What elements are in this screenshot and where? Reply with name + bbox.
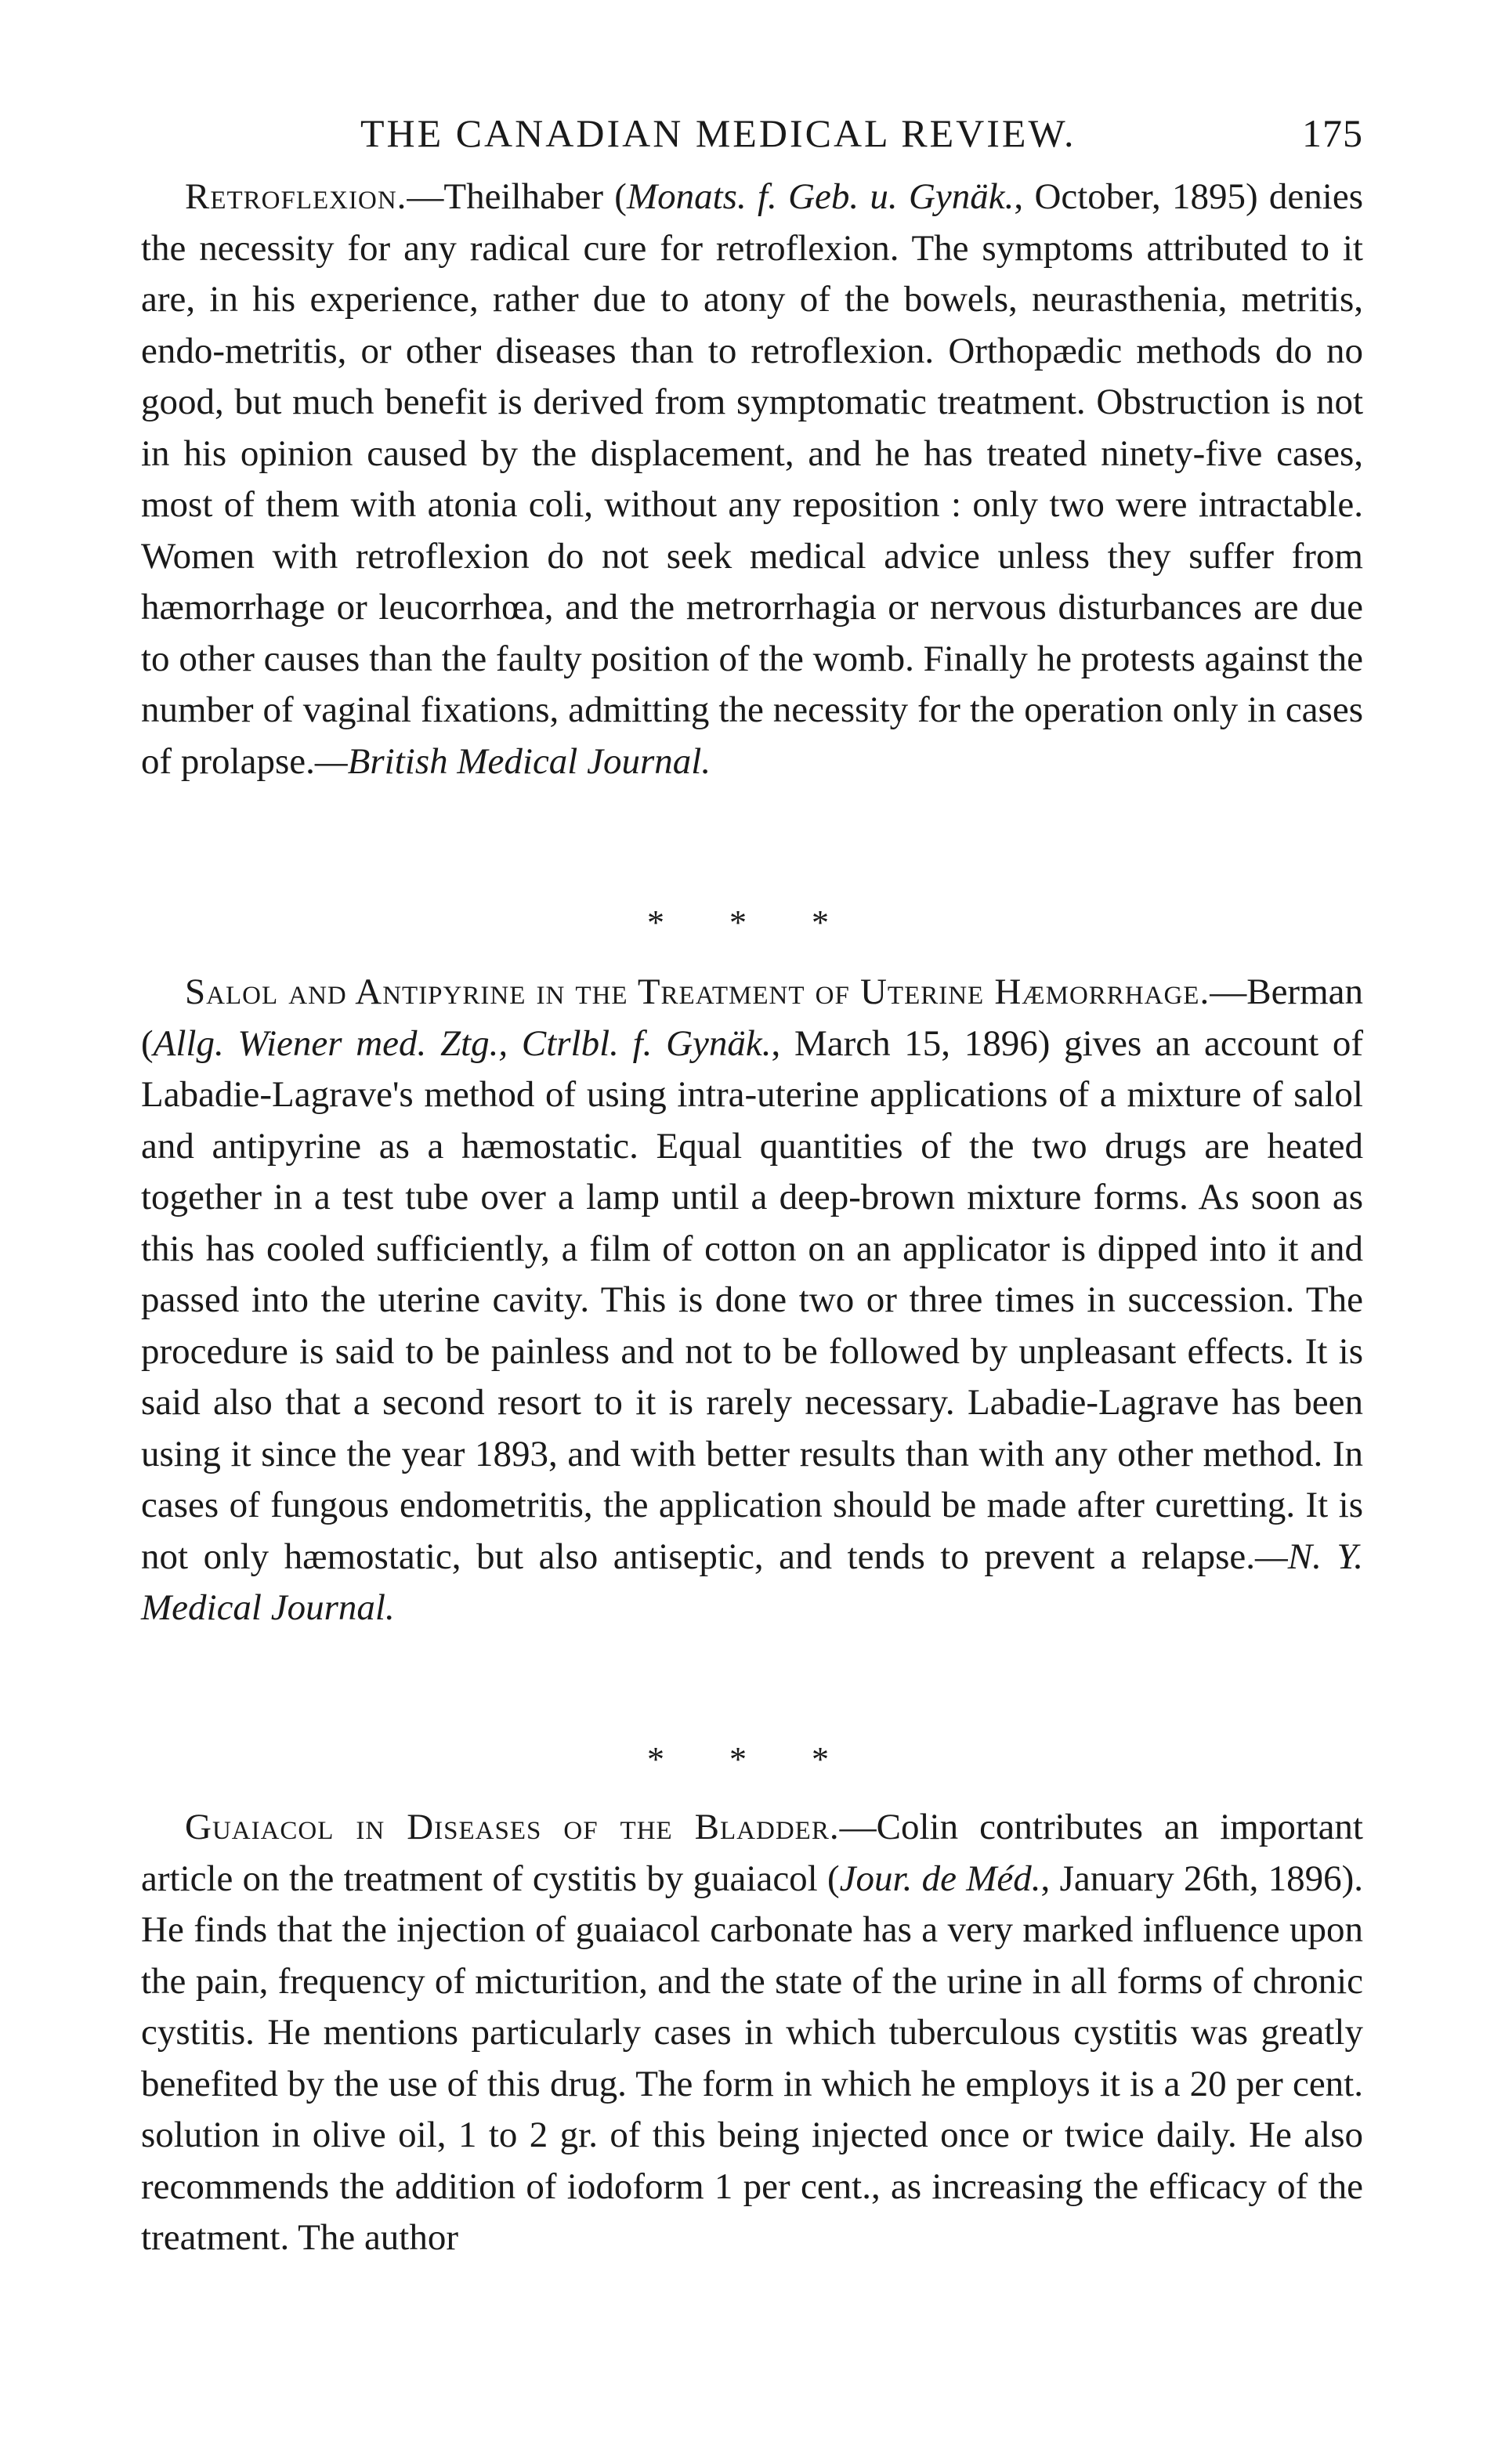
article-retroflexion (141, 172, 1363, 787)
section-separator: * * * (647, 1740, 857, 1778)
article-text: —Berman ( (141, 971, 1363, 1064)
article-text: , March 15, 1896) gives an account of Labadie-Lagrave's method of using intra-uterine applications of a mixture of salol and antipyrine as a hæmostatic. Equal quantities of the two drugs are heated together in a test tube over a lamp until a deep-brown mixture forms. As soon as this has cooled sufficiently, a film of cotton on an applicator is dipped into it and passed into the uterine cavity. This is done two or three times in succession. The procedure is said to be painless and not to be followed by unpleasant effects. It is said also that a second resort to it is rarely necessary. Labadie-Lagrave has been using it since the year 1893, and with better results than with any other method. In cases of fungous endometritis, the application should be made after curetting. It is not only hæmostatic, but also antiseptic, and tends to prevent a relapse. (141, 1022, 1363, 1577)
article-heading: Retroflexion. (185, 176, 407, 217)
article-guaiacol (141, 1802, 1363, 2264)
source-reference: Jour. de Méd. (839, 1858, 1041, 1899)
citation: —N. Y. Medical Journal. (141, 1536, 1363, 1628)
section-separator: * * * (647, 903, 857, 942)
article-salol-antipyrine (141, 967, 1363, 1634)
page-number: 175 (1302, 111, 1363, 155)
article-heading: Salol and Antipyrine in the Treatment of Uterine Hæmorrhage. (185, 971, 1210, 1012)
source-reference: Allg. Wiener med. Ztg., Ctrlbl. f. Gynäk. (153, 1022, 772, 1064)
journal-title: THE CANADIAN MEDICAL REVIEW. (360, 111, 1076, 155)
article-text: , October, 1895) denies the necessity for any radical cure for retroflexion. The symptoms attributed to it are, in his experience, rather due to atony of the bowels, neurasthenia, metritis, endo-metritis, or other diseases than to retroflexion. Orthopædic methods do no good, but much benefit is derived from symptomatic treatment. Obstruction is not in his opinion caused by the displacement, and he has treated ninety-five cases, most of them with atonia coli, without any reposition : only two were intractable. Women with retroflexion do not seek medical advice unless they suffer from hæmorrhage or leucorrhœa, and the metrorrhagia or nervous disturbances are due to other causes than the faulty position of the womb. Finally he protests against the number of vaginal fixations, admitting the necessity for the operation only in cases of prolapse. (141, 176, 1364, 782)
article-text: , January 26th, 1896). He finds that the injection of guaiacol carbonate has a very marked influence upon the pain, frequency of micturition, and the state of the urine in all forms of chronic cystitis. He mentions particularly cases in which tuberculous cystitis was greatly benefited by the use of this drug. The form in which he employs it is a 20 per cent. solution in olive oil, 1 to 2 gr. of this being injected once or twice daily. He also recommends the addition of iodoform 1 per cent., as increasing the efficacy of the treatment. The author (141, 1858, 1363, 2258)
citation: —British Medical Journal. (314, 740, 711, 782)
article-text: —Theilhaber ( (407, 176, 627, 217)
source-reference: Monats. f. Geb. u. Gynäk. (626, 176, 1015, 217)
article-heading: Guaiacol in Diseases of the Bladder. (185, 1807, 840, 1847)
article-text: —Colin contributes an important article on the treatment of cystitis by guaiacol ( (141, 1807, 1363, 1899)
